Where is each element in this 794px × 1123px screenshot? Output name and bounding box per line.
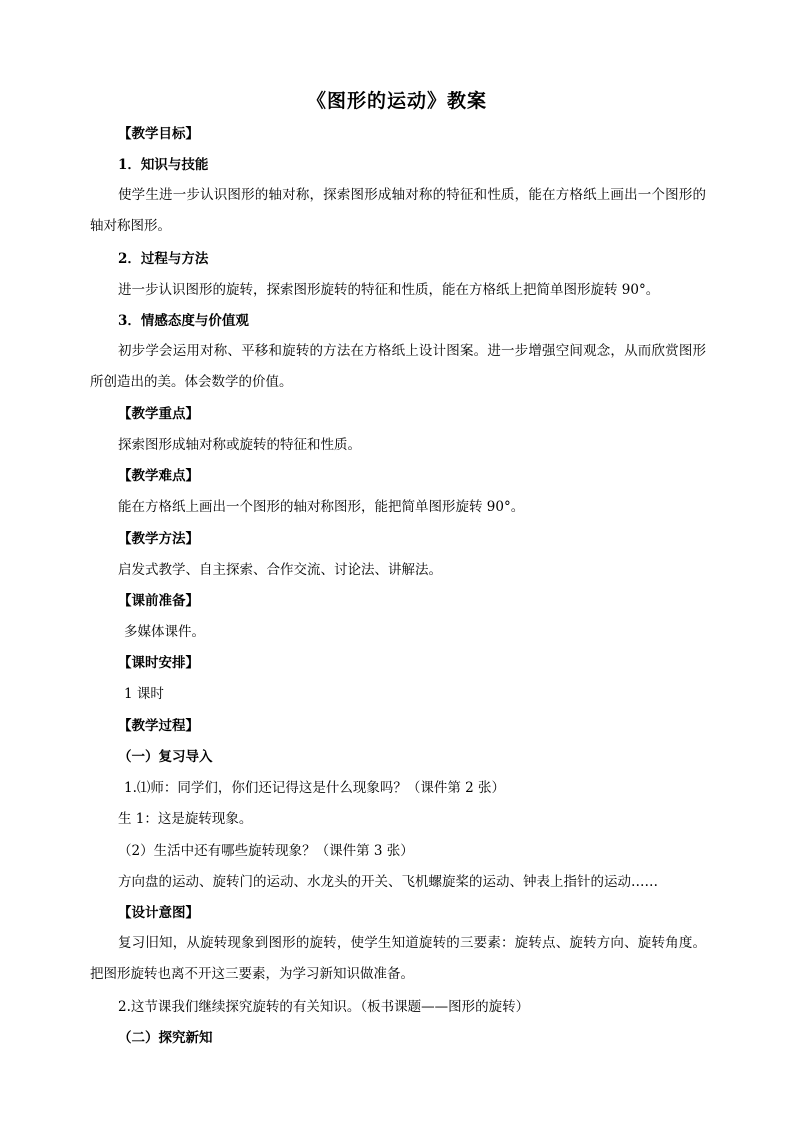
time-text: 1 课时: [124, 686, 164, 702]
review-heading: （一）复习导入: [118, 749, 213, 765]
difficulty-text: 能在方格纸上画出一个图形的轴对称图形，能把简单图形旋转 90°。: [118, 499, 525, 515]
method-heading: 【教学方法】: [118, 531, 199, 547]
time-heading: 【课时安排】: [118, 655, 199, 671]
design-heading: 【设计意图】: [118, 905, 199, 921]
goal1-heading: 1．知识与技能: [118, 157, 209, 173]
explore-heading: （二）探究新知: [118, 1030, 213, 1046]
item-2: 2.这节课我们继续探究旋转的有关知识。（板书课题——图形的旋转）: [118, 999, 530, 1015]
answer-1: 生 1：这是旋转现象。: [118, 811, 253, 827]
difficulty-heading: 【教学难点】: [118, 468, 199, 484]
question-1: 1.⑴师：同学们，你们还记得这是什么现象吗？（课件第 2 张）: [124, 780, 506, 796]
prep-text: 多媒体课件。: [124, 624, 205, 640]
goal3-heading: 3．情感态度与价值观: [118, 313, 249, 329]
goal2-text: 进一步认识图形的旋转，探索图形旋转的特征和性质，能在方格纸上把简单图形旋转 90°。: [118, 282, 660, 298]
prep-heading: 【课前准备】: [118, 593, 199, 609]
document-title: 《图形的运动》教案: [306, 90, 487, 112]
goal2-heading: 2．过程与方法: [118, 251, 209, 267]
goals-heading: 【教学目标】: [118, 126, 199, 142]
goal3-text: 初步学会运用对称、平移和旋转的方法在方格纸上设计图案。进一步增强空间观念，从而欣赏图形所创造出的美。体会数学的价值。: [90, 343, 706, 390]
design-text: 复习旧知，从旋转现象到图形的旋转，使学生知道旋转的三要素：旋转点、旋转方向、旋转角度。把图形旋转也离不开这三要素，为学习新知识做准备。: [90, 935, 706, 982]
answer-2: 方向盘的运动、旋转门的运动、水龙头的开关、飞机螺旋桨的运动、钟表上指针的运动……: [118, 874, 658, 890]
process-heading: 【教学过程】: [118, 718, 199, 734]
goal1-text: 使学生进一步认识图形的轴对称，探索图形成轴对称的特征和性质，能在方格纸上画出一个图形的轴对称图形。: [90, 187, 706, 234]
method-text: 启发式教学、自主探索、合作交流、讨论法、讲解法。: [118, 562, 442, 578]
key-heading: 【教学重点】: [118, 406, 199, 422]
key-text: 探索图形成轴对称或旋转的特征和性质。: [118, 437, 361, 453]
question-2: （2）生活中还有哪些旋转现象？（课件第 3 张）: [118, 843, 414, 859]
